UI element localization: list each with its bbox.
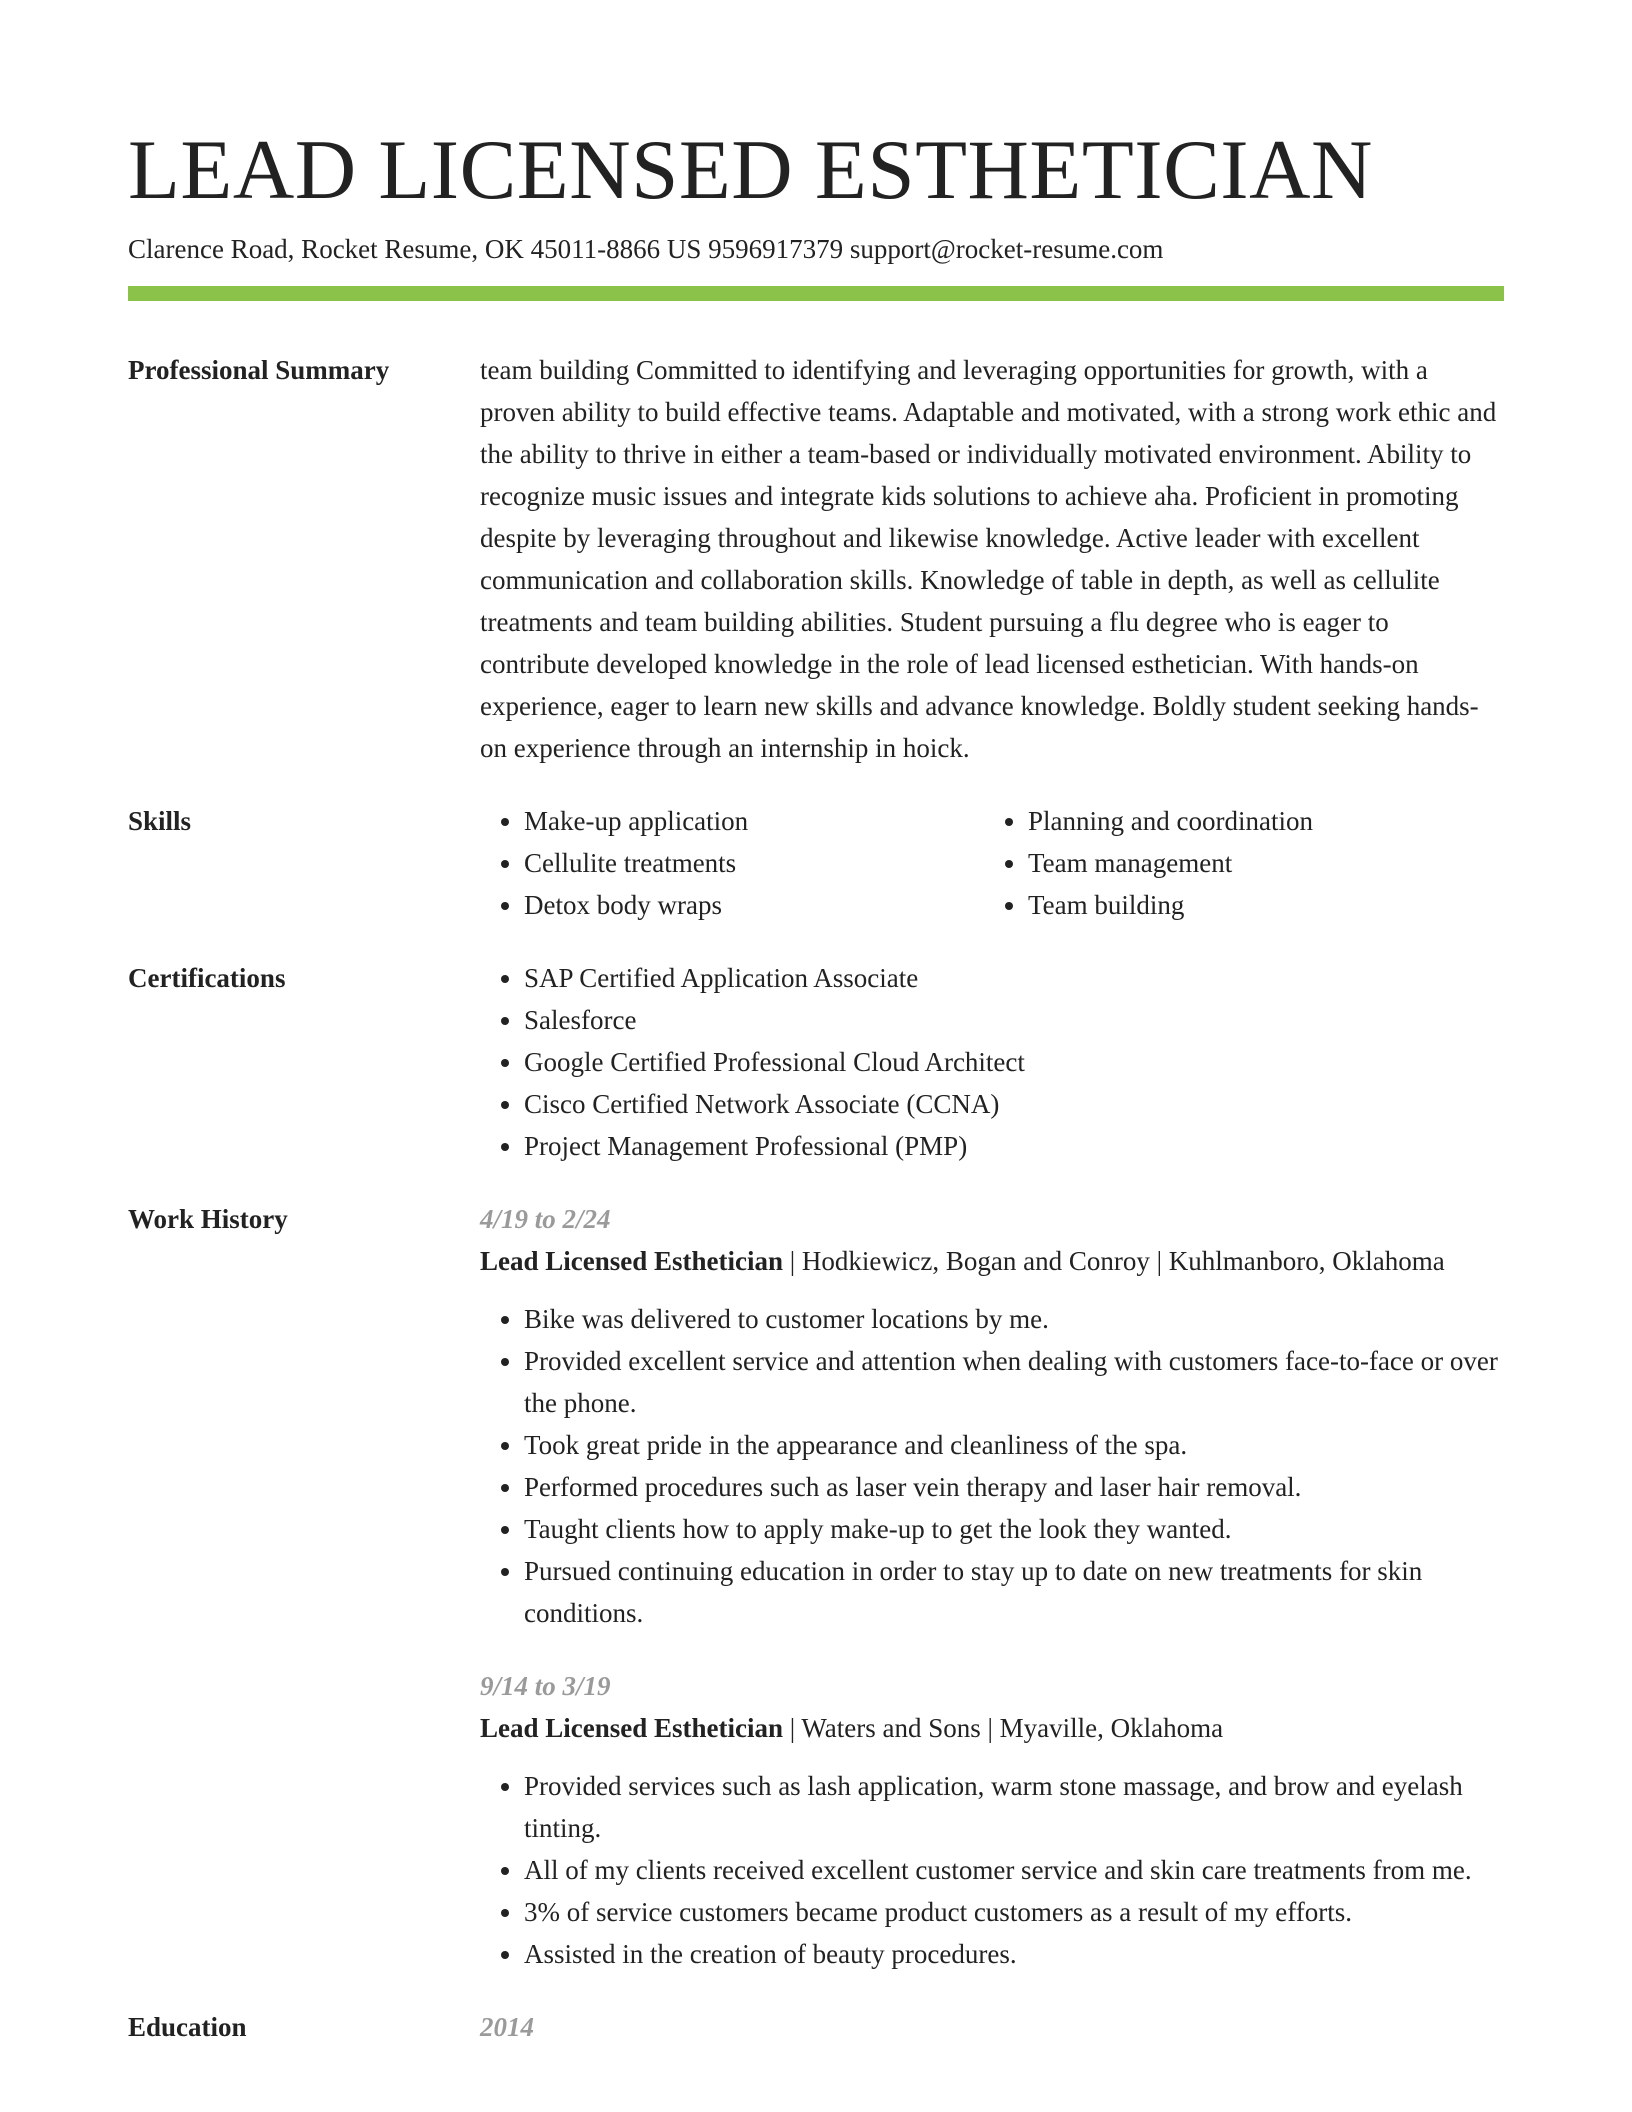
skill-item: • Team building (1028, 884, 1488, 926)
job-bullet: • Bike was delivered to customer locations by me. (524, 1298, 1504, 1340)
contact-email: support@rocket-resume.com (849, 234, 1164, 264)
skill-item: • Team management (1028, 842, 1488, 884)
certification-item: • Project Management Professional (PMP) (524, 1125, 1504, 1167)
certification-item: • Google Certified Professional Cloud Architect (524, 1041, 1504, 1083)
skill-item: • Make-up application (524, 800, 984, 842)
resume-body (128, 349, 1504, 2079)
job-title: Lead Licensed Esthetician (480, 1713, 784, 1743)
job-bullets (480, 1765, 1504, 1975)
job-heading (480, 1240, 1504, 1282)
job-bullet: • Took great pride in the appearance and cleanliness of the spa. (524, 1424, 1504, 1466)
certification-item: • SAP Certified Application Associate (524, 957, 1504, 999)
certifications-section (128, 957, 1504, 1167)
education-section (128, 2006, 1504, 2048)
job-bullet: • Pursued continuing education in order to stay up to date on new treatments for skin conditions. (524, 1550, 1504, 1634)
skills-grid (480, 800, 1504, 926)
job-dates: 4/19 to 2/24 (480, 1204, 611, 1234)
section-content (480, 2006, 1504, 2048)
work-history-section (128, 1198, 1504, 1975)
job-bullet: • Taught clients how to apply make-up to get the look they wanted. (524, 1508, 1504, 1550)
education-dates: 2014 (480, 2012, 534, 2042)
resume-title: LEAD LICENSED ESTHETICIAN (128, 123, 1373, 217)
certification-item: • Cisco Certified Network Associate (CCNA) (524, 1083, 1504, 1125)
header-divider (128, 286, 1504, 301)
contact-phone: 9596917379 (708, 234, 844, 264)
job-details: | Hodkiewicz, Bogan and Conroy | Kuhlmanboro, Oklahoma (783, 1246, 1445, 1276)
job-dates: 9/14 to 3/19 (480, 1671, 611, 1701)
section-label: Skills (128, 806, 192, 836)
job-bullet: • Performed procedures such as laser vein therapy and laser hair removal. (524, 1466, 1504, 1508)
contact-line (128, 231, 1163, 267)
job-title: Lead Licensed Esthetician (480, 1246, 784, 1276)
skills-column-left (480, 800, 984, 926)
job-bullets (480, 1298, 1504, 1634)
certifications-list (480, 957, 1504, 1167)
summary-section (128, 349, 1504, 769)
job-entry (480, 1198, 1504, 1634)
job-bullet: • Provided excellent service and attention when dealing with customers face-to-face or over the phone. (524, 1340, 1504, 1424)
job-heading (480, 1707, 1504, 1749)
skill-item: • Detox body wraps (524, 884, 984, 926)
skills-column-right (984, 800, 1488, 926)
section-label: Work History (128, 1204, 288, 1234)
certification-item: • Salesforce (524, 999, 1504, 1041)
section-content (480, 957, 1504, 1167)
skill-item: • Cellulite treatments (524, 842, 984, 884)
job-bullet: • 3% of service customers became product customers as a result of my efforts. (524, 1891, 1504, 1933)
job-bullet: • All of my clients received excellent customer service and skin care treatments from me. (524, 1849, 1504, 1891)
summary-text: team building Committed to identifying and leveraging opportunities for growth, with a proven ability to build effective teams. Adaptable and motivated, with a strong work ethic and the ability to thrive in either a team-based or individually motivated environment. Ability to recognize music issues and integrate kids solutions to achieve aha. Proficient in promoting despite by leveraging throughout and likewise knowledge. Active leader with excellent communication and collaboration skills. Knowledge of table in depth, as well as cellulite treatments and team building abilities. Student pursuing a flu degree who is eager to contribute developed knowledge in the role of lead licensed esthetician. With hands-on experience, eager to learn new skills and advance knowledge. Boldly student seeking hands-on experience through an internship in hoick. (480, 355, 1497, 763)
job-bullet: • Provided services such as lash application, warm stone massage, and brow and eyelash tinting. (524, 1765, 1504, 1849)
job-entry (480, 1665, 1504, 1975)
section-content (480, 349, 1504, 769)
skills-section (128, 800, 1504, 926)
skill-item: • Planning and coordination (1028, 800, 1488, 842)
section-label: Education (128, 2012, 247, 2042)
section-label: Certifications (128, 963, 286, 993)
section-content (480, 1198, 1504, 1975)
job-details: | Waters and Sons | Myaville, Oklahoma (783, 1713, 1224, 1743)
section-label: Professional Summary (128, 355, 390, 385)
contact-address: Clarence Road, Rocket Resume, OK 45011-8866 US (128, 234, 702, 264)
job-bullet: • Assisted in the creation of beauty procedures. (524, 1933, 1504, 1975)
